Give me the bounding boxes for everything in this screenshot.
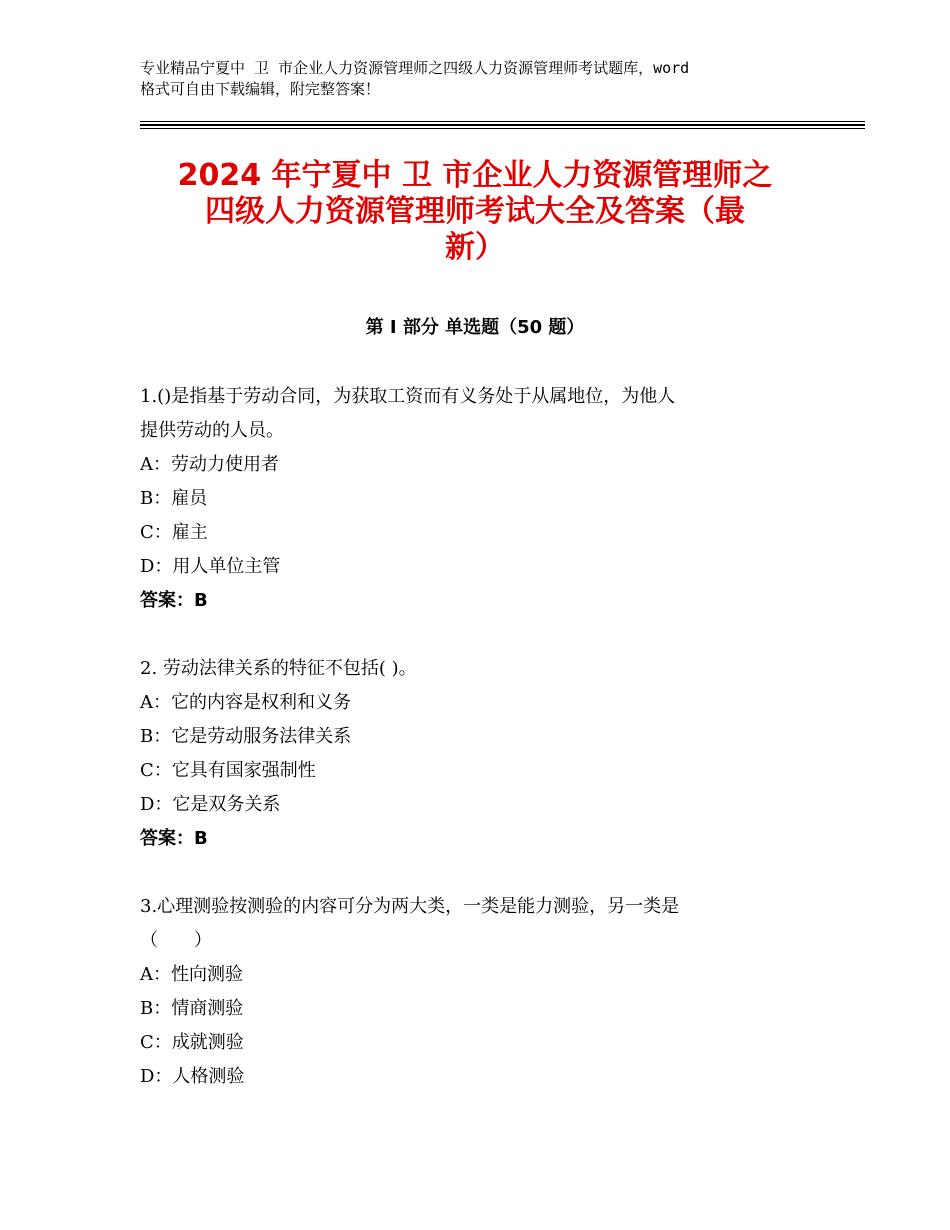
question-2 bbox=[140, 652, 820, 856]
question-1-stem-line-2: 提供劳动的人员。 bbox=[140, 420, 284, 441]
document-title-line-1: 2024 年宁夏中 卫 市企业人力资源管理师之 bbox=[177, 158, 773, 193]
question-1-option-b: B：雇员 bbox=[140, 488, 208, 509]
section-title: 第 I 部分 单选题（50 题） bbox=[365, 317, 585, 338]
question-2-answer: 答案：B bbox=[140, 828, 208, 849]
question-2-option-a: A：它的内容是权利和义务 bbox=[140, 692, 351, 713]
header-note-line-1: 专业精品宁夏中 卫 市企业人力资源管理师之四级人力资源管理师考试题库，word bbox=[140, 59, 690, 77]
question-1-option-a: A：劳动力使用者 bbox=[140, 454, 279, 475]
document-title-line-2: 四级人力资源管理师考试大全及答案（最 bbox=[205, 194, 745, 229]
question-1-answer: 答案：B bbox=[140, 590, 208, 611]
header-divider-top bbox=[140, 121, 865, 122]
question-1-stem-line-1: 1.()是指基于劳动合同，为获取工资而有义务处于从属地位，为他人 bbox=[140, 386, 676, 407]
question-3-option-c: C：成就测验 bbox=[140, 1032, 244, 1053]
question-3 bbox=[140, 890, 820, 1094]
header-divider-middle bbox=[140, 124, 865, 126]
header-divider-bottom bbox=[140, 128, 865, 129]
document-title bbox=[120, 158, 830, 266]
question-2-option-c: C：它具有国家强制性 bbox=[140, 760, 316, 781]
header-note bbox=[140, 58, 830, 100]
question-2-option-b: B：它是劳动服务法律关系 bbox=[140, 726, 352, 747]
question-2-stem-line-1: 2. 劳动法律关系的特征不包括( )。 bbox=[140, 658, 417, 679]
header-note-line-2: 格式可自由下载编辑，附完整答案！ bbox=[140, 80, 381, 98]
question-3-stem-line-1: 3.心理测验按测验的内容可分为两大类，一类是能力测验，另一类是 bbox=[140, 896, 680, 917]
question-2-option-d: D：它是双务关系 bbox=[140, 794, 281, 815]
question-list bbox=[140, 380, 820, 1094]
question-3-option-b: B：情商测验 bbox=[140, 998, 244, 1019]
question-1-option-c: C：雇主 bbox=[140, 522, 208, 543]
question-spacer bbox=[140, 618, 820, 652]
question-3-option-a: A：性向测验 bbox=[140, 964, 243, 985]
question-3-option-d: D：人格测验 bbox=[140, 1066, 245, 1087]
question-1 bbox=[140, 380, 820, 618]
question-3-stem-line-2: （ ） bbox=[140, 930, 212, 951]
question-1-option-d: D：用人单位主管 bbox=[140, 556, 281, 577]
document-title-line-3: 新） bbox=[445, 230, 505, 265]
question-spacer bbox=[140, 856, 820, 890]
